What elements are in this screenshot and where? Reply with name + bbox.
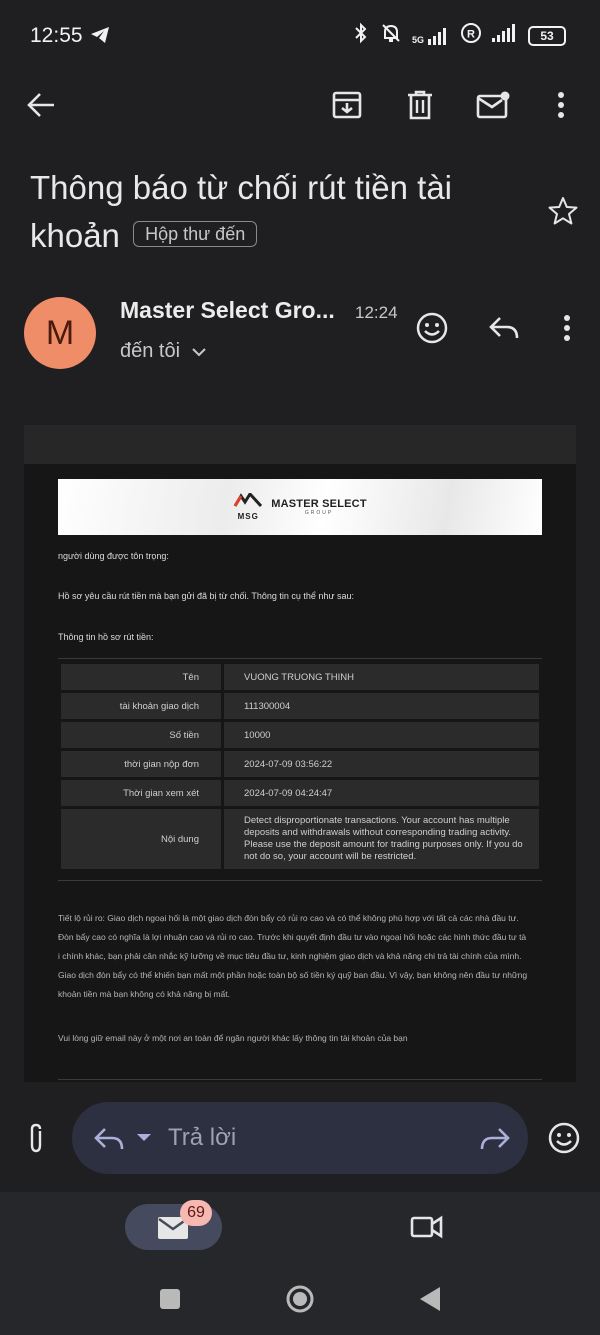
mark-unread-icon[interactable] [474,88,512,122]
table-row [61,809,539,869]
recipient-label: đến tôi [120,340,181,362]
battery-icon [528,26,566,46]
table-row [61,751,539,777]
logo-mark [233,493,263,521]
email-time: 12:24 [355,303,398,322]
home-icon[interactable] [284,1283,316,1315]
battery-level: 53 [540,28,554,43]
recipient-toggle[interactable] [120,340,206,363]
table-row [61,664,539,690]
row-value: VUONG TRUONG THINH [224,664,539,690]
table-row [61,780,539,806]
forward-icon[interactable] [478,1124,512,1154]
email-subject [30,164,530,260]
mail-badge: 69 [180,1200,212,1226]
subject-text: Thông báo từ chối rút tiền tài khoản [30,169,453,254]
row-value: Detect disproportionate transactions. Your account has multiple deposits and withdrawals without corresponding trading activity. Please use the deposit amount for trading purposes only. If you do not do so, your account will be restricted. [224,809,539,869]
risk-line: khoản tiền mà bạn không có khả năng bị mất. [58,989,231,999]
email-header-band [24,425,576,464]
table-row [61,722,539,748]
reply-icon[interactable] [487,312,521,344]
star-icon[interactable] [546,194,580,228]
chevron-down-icon[interactable] [134,1130,154,1146]
logo-wordmark [271,498,367,516]
row-key: Tên [61,664,221,690]
svg-text:R: R [467,28,475,41]
delete-icon[interactable] [403,88,437,122]
section-title: Thông tin hồ sơ rút tiền: [58,632,154,642]
greeting-text: người dùng được tôn trọng: [58,551,169,561]
divider [58,658,542,659]
status-icons [352,22,566,49]
keep-safe-text: Vui lòng giữ email này ở một nơi an toàn để ngăn người khác lấy thông tin tài khoản của bạn [58,1033,408,1043]
logo-sub: GROUP [304,510,334,516]
row-value: 2024-07-09 04:24:47 [224,780,539,806]
risk-line: Đòn bẩy cao có nghĩa là lợi nhuận cao và rủi ro cao. Trước khi quyết định đầu tư vào ngoại hối hoặc các hình thức đầu tư tà [58,932,527,942]
more-vert-icon[interactable] [548,88,574,122]
row-value: 10000 [224,722,539,748]
logo-mark-text: MSG [237,512,259,521]
bell-off-icon [380,22,402,49]
intro-text: Hồ sơ yêu cầu rút tiền mà bạn gửi đã bị từ chối. Thông tin cụ thể như sau: [58,591,354,601]
risk-line: i chính khác, bạn phải cân nhắc kỹ lưỡng về mục tiêu đầu tư, kinh nghiệm giao dịch và khả năng chi trả tài chính của mình. [58,951,522,961]
email-body [24,425,576,1082]
chevron-down-icon [192,340,206,363]
signal-icon-2 [492,24,518,47]
row-key: tài khoản giao dịch [61,693,221,719]
avatar[interactable]: M [24,297,96,369]
logo-mark-icon [233,493,263,507]
logo-name: MASTER SELECT [271,498,367,510]
emoji-icon[interactable] [414,310,450,346]
divider [58,880,542,881]
divider [58,1079,542,1080]
reply-placeholder[interactable]: Trả lời [168,1124,237,1151]
telegram-icon [90,26,110,49]
row-value: 2024-07-09 03:56:22 [224,751,539,777]
registered-icon [460,22,482,49]
bottom-nav [0,1192,600,1262]
inbox-label-chip[interactable]: Hộp thư đến [133,221,257,247]
video-icon[interactable] [408,1212,446,1242]
signal-icon [412,27,450,45]
row-key: thời gian nộp đơn [61,751,221,777]
row-value: 111300004 [224,693,539,719]
sender-name[interactable]: Master Select Gro... [120,297,335,323]
attach-icon[interactable] [22,1122,50,1154]
row-key: Thời gian xem xét [61,780,221,806]
reply-mode-icon[interactable] [92,1124,126,1154]
emoji-icon[interactable] [546,1120,582,1156]
brand-logo [233,493,367,521]
network-type: 5G [411,34,424,45]
archive-icon[interactable] [330,88,364,122]
status-bar [0,0,600,70]
brand-banner [58,479,542,535]
back-arrow-icon[interactable] [24,88,58,122]
back-triangle-icon[interactable] [416,1285,444,1313]
withdrawal-info-table [58,661,542,872]
risk-line: Tiết lộ rủi ro: Giao dịch ngoại hối là một giao dịch đòn bẩy có rủi ro cao và có thể không phù hợp với tất cả các nhà đầu tư. [58,913,519,923]
table-row [61,693,539,719]
status-time: 12:55 [30,24,83,47]
message-more-icon[interactable] [556,312,578,344]
recents-icon[interactable] [157,1286,183,1312]
row-key: Nội dung [61,809,221,869]
row-key: Số tiền [61,722,221,748]
risk-disclosure [58,909,542,1004]
bluetooth-icon [352,22,370,49]
risk-line: Giao dịch đòn bẩy có thể khiến bạn mất một phần hoặc toàn bộ số tiền ký quỹ ban đầu. Vì vậy, bạn không nên đầu tư những [58,970,528,980]
